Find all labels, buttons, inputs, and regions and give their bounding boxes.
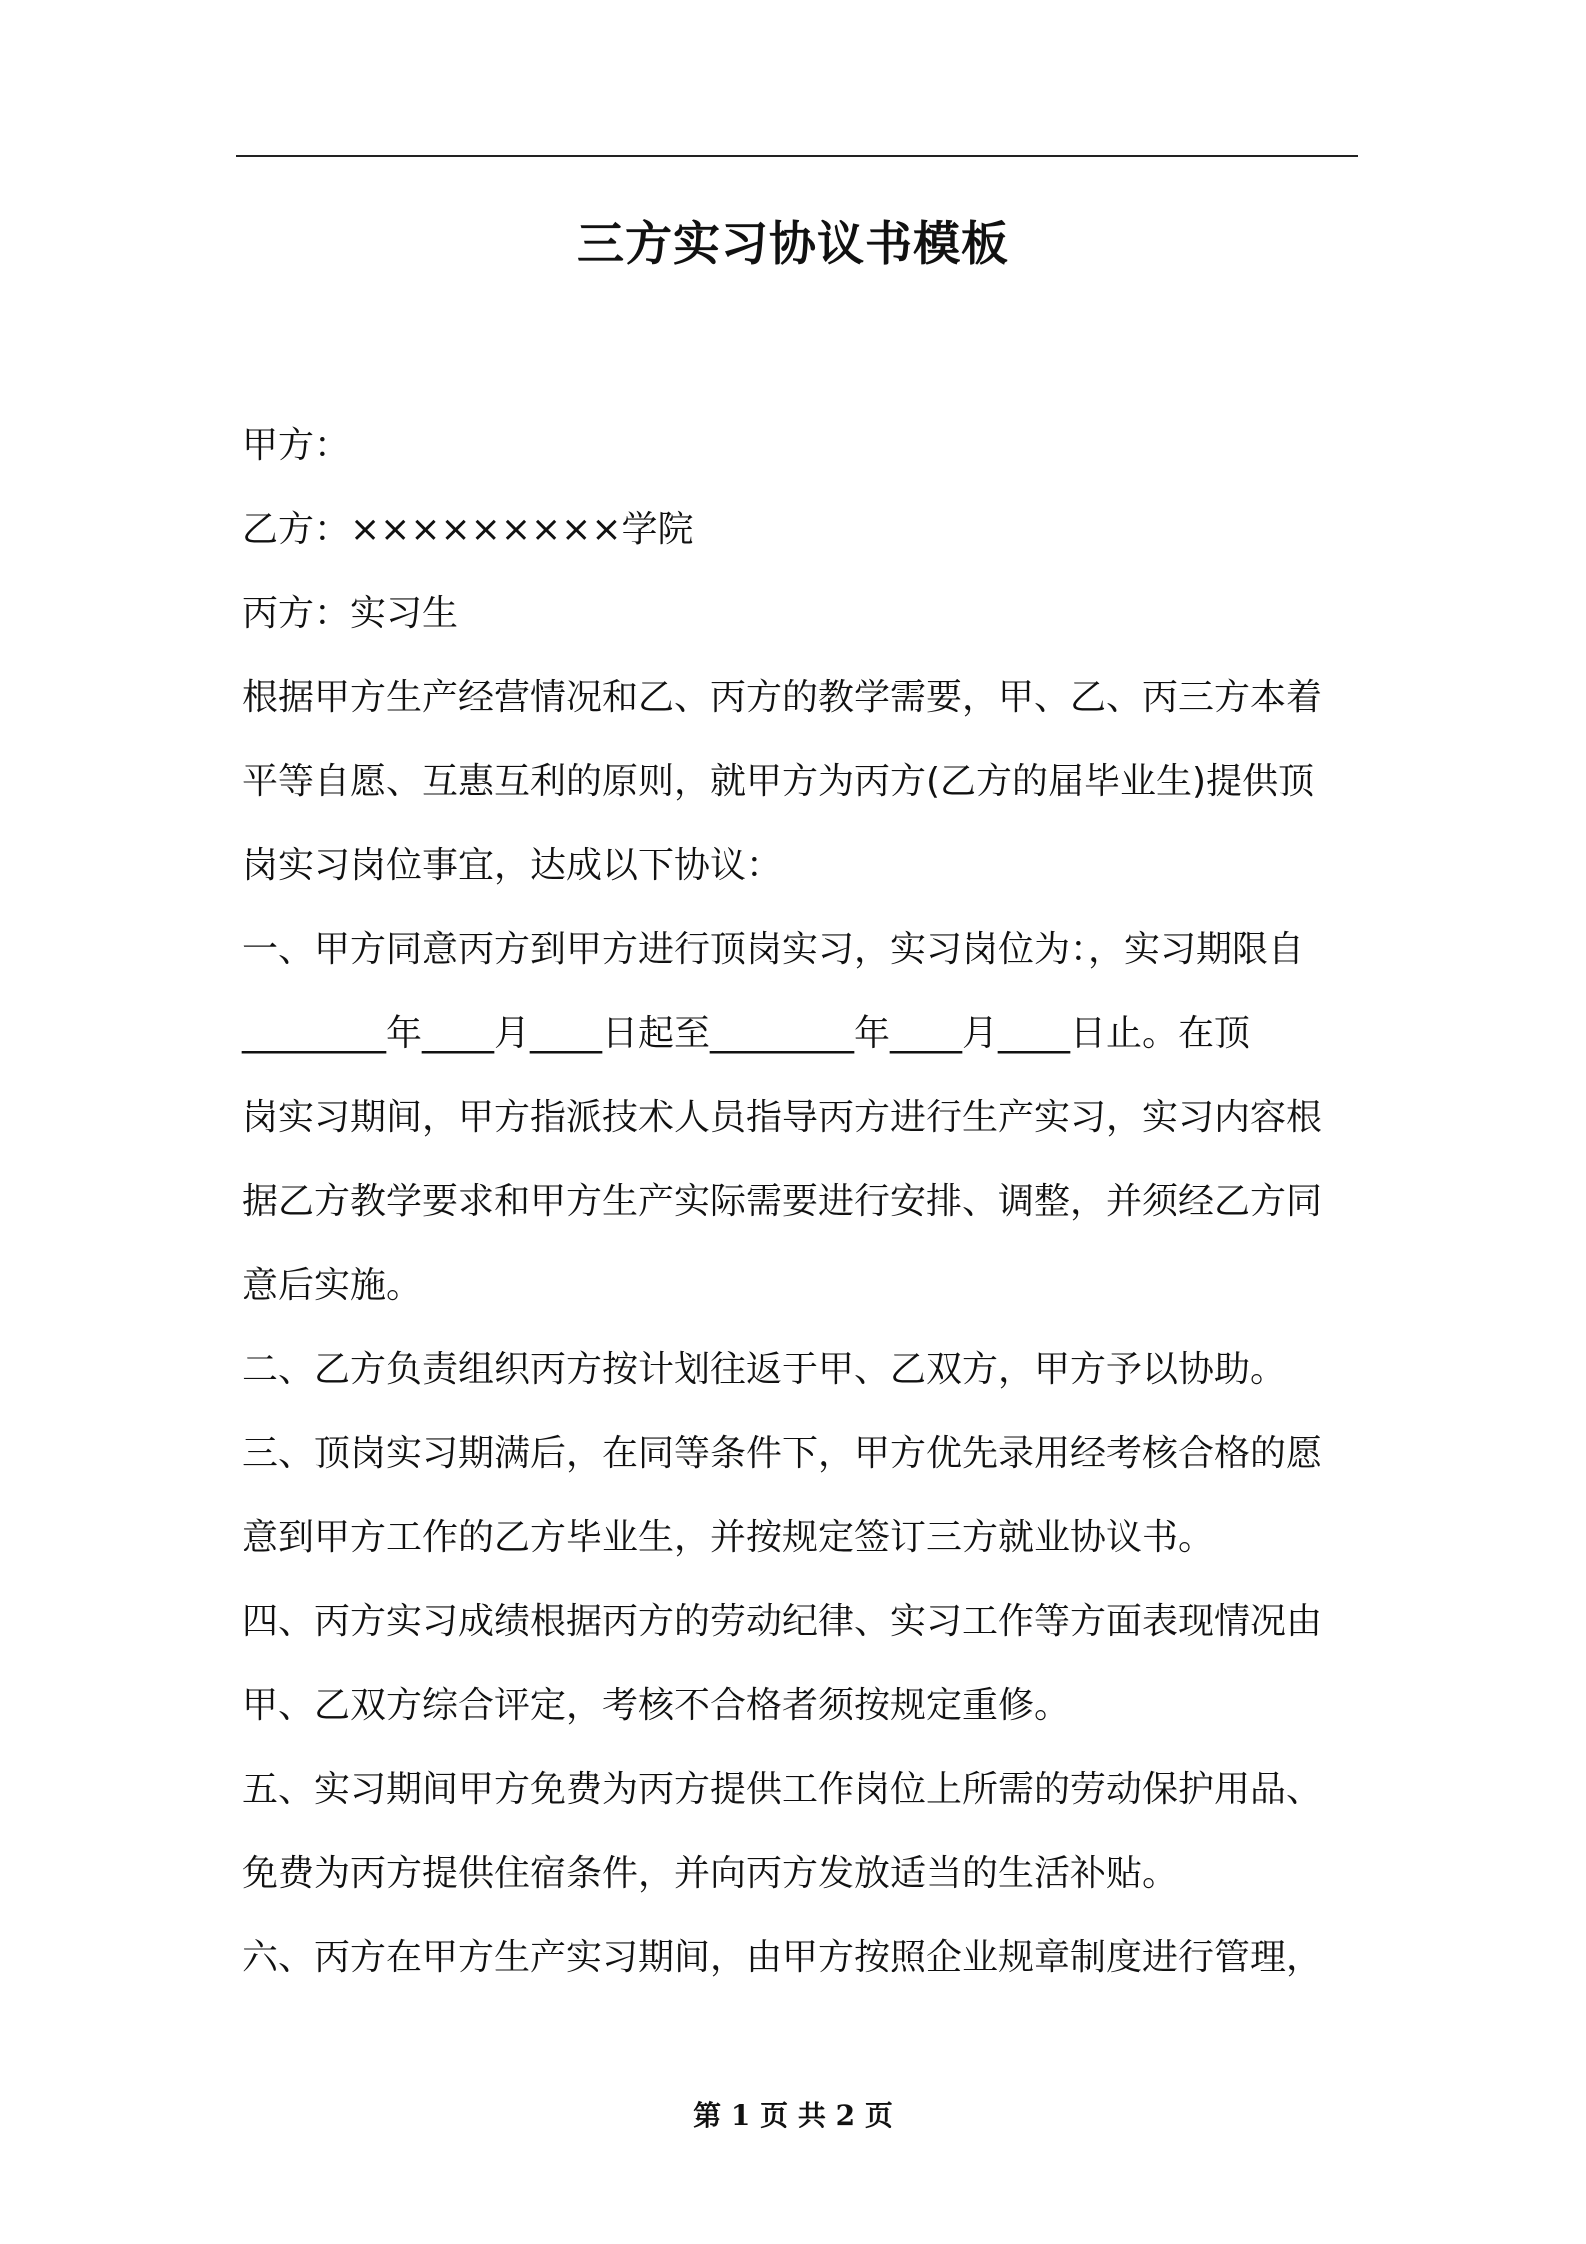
preamble-line: 根据甲方生产经营情况和乙、丙方的教学需要，甲、乙、丙三方本着 (242, 677, 1323, 718)
clause-6-line: 六、丙方在甲方生产实习期间，由甲方按照企业规章制度进行管理， (242, 1937, 1323, 1978)
document-body (242, 404, 1358, 2000)
page-footer: 第 1 页 共 2 页 (693, 2099, 893, 2132)
clause-2-line: 二、乙方负责组织丙方按计划往返于甲、乙双方，甲方予以协助。 (242, 1349, 1287, 1390)
document-title: 三方实习协议书模板 (577, 217, 1009, 272)
clause-5-line: 免费为丙方提供住宿条件，并向丙方发放适当的生活补贴。 (242, 1853, 1179, 1894)
preamble-line: 岗实习岗位事宜，达成以下协议： (242, 845, 783, 886)
preamble-line: 平等自愿、互惠互利的原则，就甲方为丙方(乙方的届毕业生)提供顶 (242, 761, 1315, 802)
clause-1-line: ________年____月____日起至________年____月____日止。在顶 (242, 1013, 1251, 1054)
clause-1-line: 岗实习期间，甲方指派技术人员指导丙方进行生产实习，实习内容根 (242, 1097, 1323, 1138)
clause-3-line: 意到甲方工作的乙方毕业生，并按规定签订三方就业协议书。 (242, 1517, 1215, 1558)
clause-4-line: 四、丙方实习成绩根据丙方的劳动纪律、实习工作等方面表现情况由 (242, 1601, 1323, 1642)
party-a-line: 甲方： (242, 425, 351, 466)
party-b-line: 乙方：×××××××××学院 (242, 509, 694, 550)
clause-1-line: 意后实施。 (242, 1265, 423, 1306)
party-c-line: 丙方：实习生 (242, 593, 459, 634)
clause-5-line: 五、实习期间甲方免费为丙方提供工作岗位上所需的劳动保护用品、 (242, 1769, 1323, 1810)
clause-4-line: 甲、乙双方综合评定，考核不合格者须按规定重修。 (242, 1685, 1071, 1726)
header-rule (236, 155, 1358, 157)
clause-3-line: 三、顶岗实习期满后，在同等条件下，甲方优先录用经考核合格的愿 (242, 1433, 1323, 1474)
clause-1-line: 据乙方教学要求和甲方生产实际需要进行安排、调整，并须经乙方同 (242, 1181, 1323, 1222)
clause-1-line: 一、甲方同意丙方到甲方进行顶岗实习，实习岗位为：，实习期限自 (242, 929, 1305, 970)
